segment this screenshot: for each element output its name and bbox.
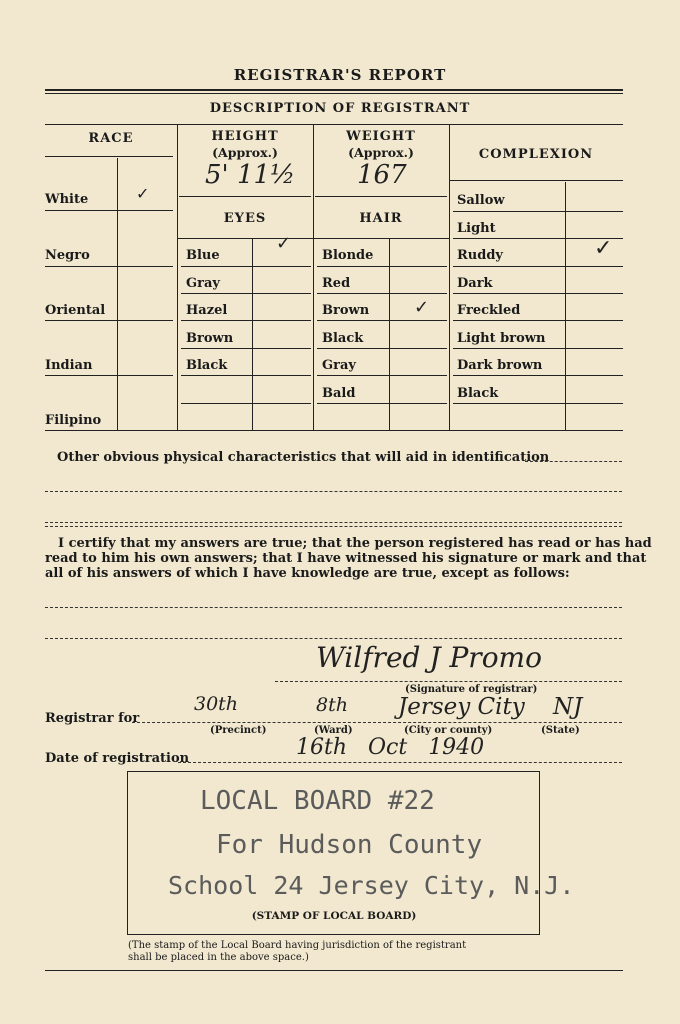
hair-option-blonde: Blonde — [322, 248, 374, 263]
precinct-value: 30th — [194, 693, 239, 715]
certification-line-3: all of his answers of which I have knowledge are true, except as follows: — [45, 566, 570, 581]
row-rule — [453, 211, 623, 212]
city-label: (City or county) — [404, 725, 493, 736]
complexion-option-freckled: Freckled — [457, 303, 521, 318]
other-characteristics-label: Other obvious physical characteristics that will aid in identification — [57, 450, 550, 465]
other-characteristics-line-2 — [45, 491, 622, 492]
race-option-filipino: Filipino — [45, 413, 102, 428]
exceptions-line — [45, 607, 622, 608]
hair-option-red: Red — [322, 276, 351, 291]
height-rule — [179, 196, 311, 197]
row-rule — [317, 320, 447, 321]
city-value: Jersey City — [398, 694, 525, 720]
complexion-option-light-brown: Light brown — [457, 331, 546, 346]
row-rule — [453, 320, 623, 321]
stamp-line-2: For Hudson County — [216, 830, 483, 860]
row-rule — [181, 293, 311, 294]
bottom-rule — [45, 970, 623, 971]
height-approx: (Approx.) — [212, 145, 278, 160]
complexion-option-light: Light — [457, 221, 496, 236]
race-rule — [45, 375, 173, 376]
row-rule — [453, 348, 623, 349]
row-rule — [453, 238, 623, 239]
row-rule — [181, 375, 311, 376]
complexion-option-dark: Dark — [457, 276, 493, 291]
eyes-option-hazel: Hazel — [186, 303, 228, 318]
state-label: (State) — [541, 725, 580, 736]
section-divider-2 — [45, 526, 622, 527]
complexion-check-divider — [565, 182, 566, 430]
hair-header: HAIR — [359, 211, 403, 226]
eyes-option-blue: Blue — [186, 248, 220, 263]
eyes-hair-header-rule — [177, 238, 449, 239]
table-bottom-rule — [45, 430, 623, 431]
title-rule-2 — [45, 93, 623, 94]
row-rule — [317, 266, 447, 267]
weight-rule — [315, 196, 447, 197]
eyes-option-gray: Gray — [186, 276, 220, 291]
row-rule — [317, 403, 447, 404]
weight-approx: (Approx.) — [348, 145, 414, 160]
row-rule — [317, 375, 447, 376]
height-header: HEIGHT — [211, 129, 279, 144]
title-rule — [45, 89, 623, 91]
exceptions-line-2 — [45, 638, 622, 639]
registrar-signature: Wilfred J Promo — [316, 641, 542, 674]
race-header-rule — [45, 156, 173, 157]
eyes-option-brown: Brown — [186, 331, 234, 346]
complexion-option-ruddy: Ruddy — [457, 248, 503, 263]
row-rule — [317, 348, 447, 349]
row-rule — [453, 375, 623, 376]
race-option-white: White — [45, 192, 89, 207]
hair-option-brown: Brown — [322, 303, 370, 318]
race-option-oriental: Oriental — [45, 303, 106, 318]
height-value: 5' 11½ — [205, 160, 296, 190]
other-characteristics-line — [525, 461, 622, 462]
row-rule — [181, 348, 311, 349]
state-value: NJ — [553, 694, 583, 720]
weight-value: 167 — [357, 160, 407, 190]
ward-label: (Ward) — [314, 725, 353, 736]
race-option-indian: Indian — [45, 358, 93, 373]
race-rule — [45, 210, 173, 211]
row-rule — [317, 293, 447, 294]
signature-label: (Signature of registrar) — [405, 684, 538, 695]
row-rule — [181, 403, 311, 404]
complexion-header-rule — [449, 180, 623, 181]
certification-line-1: I certify that my answers are true; that the person registered has read or has had — [58, 536, 652, 551]
race-white-check-mark: ✓ — [136, 184, 150, 203]
table-divider — [313, 124, 314, 430]
registrar-for-label: Registrar for — [45, 711, 140, 726]
footnote-line-2: shall be placed in the above space.) — [128, 952, 309, 963]
table-top-rule — [45, 124, 623, 125]
race-option-negro: Negro — [45, 248, 90, 263]
row-rule — [453, 403, 623, 404]
date-of-registration-line — [178, 762, 622, 763]
section-subtitle: DESCRIPTION OF REGISTRANT — [209, 101, 471, 116]
stamp-line-3: School 24 Jersey City, N.J. — [168, 871, 575, 900]
row-rule — [181, 266, 311, 267]
table-divider — [177, 124, 178, 430]
page-title: REGISTRAR'S REPORT — [233, 66, 447, 84]
date-of-registration-value: 16th Oct 1940 — [296, 735, 485, 760]
race-header: RACE — [88, 131, 134, 146]
complexion-option-sallow: Sallow — [457, 193, 505, 208]
complexion-header: COMPLEXION — [478, 147, 594, 162]
row-rule — [453, 266, 623, 267]
section-divider — [45, 522, 622, 523]
race-rule — [45, 266, 173, 267]
precinct-label: (Precinct) — [210, 725, 267, 736]
race-check-divider — [117, 158, 118, 430]
row-rule — [453, 293, 623, 294]
footnote-line-1: (The stamp of the Local Board having jurisdiction of the registrant — [128, 940, 467, 951]
eyes-option-black: Black — [186, 358, 228, 373]
eyes-blue-check-mark: ✓ — [276, 233, 292, 254]
eyes-header: EYES — [223, 211, 267, 226]
hair-option-black: Black — [322, 331, 364, 346]
hair-option-gray: Gray — [322, 358, 356, 373]
race-rule — [45, 320, 173, 321]
registrar-for-line — [132, 722, 622, 723]
row-rule — [181, 320, 311, 321]
complexion-option-dark-brown: Dark brown — [457, 358, 543, 373]
certification-line-2: read to him his own answers; that I have witnessed his signature or mark and that — [45, 551, 647, 566]
date-of-registration-label: Date of registration — [45, 751, 190, 766]
ward-value: 8th — [316, 694, 348, 716]
hair-brown-check-mark: ✓ — [414, 297, 430, 318]
stamp-line-1: LOCAL BOARD #22 — [200, 786, 435, 816]
table-divider — [449, 124, 450, 430]
complexion-option-black: Black — [457, 386, 499, 401]
weight-header: WEIGHT — [346, 129, 416, 144]
stamp-caption: (STAMP OF LOCAL BOARD) — [251, 910, 417, 922]
hair-option-bald: Bald — [322, 386, 356, 401]
complexion-ruddy-check-mark: ✓ — [594, 236, 613, 261]
signature-line — [275, 681, 622, 682]
